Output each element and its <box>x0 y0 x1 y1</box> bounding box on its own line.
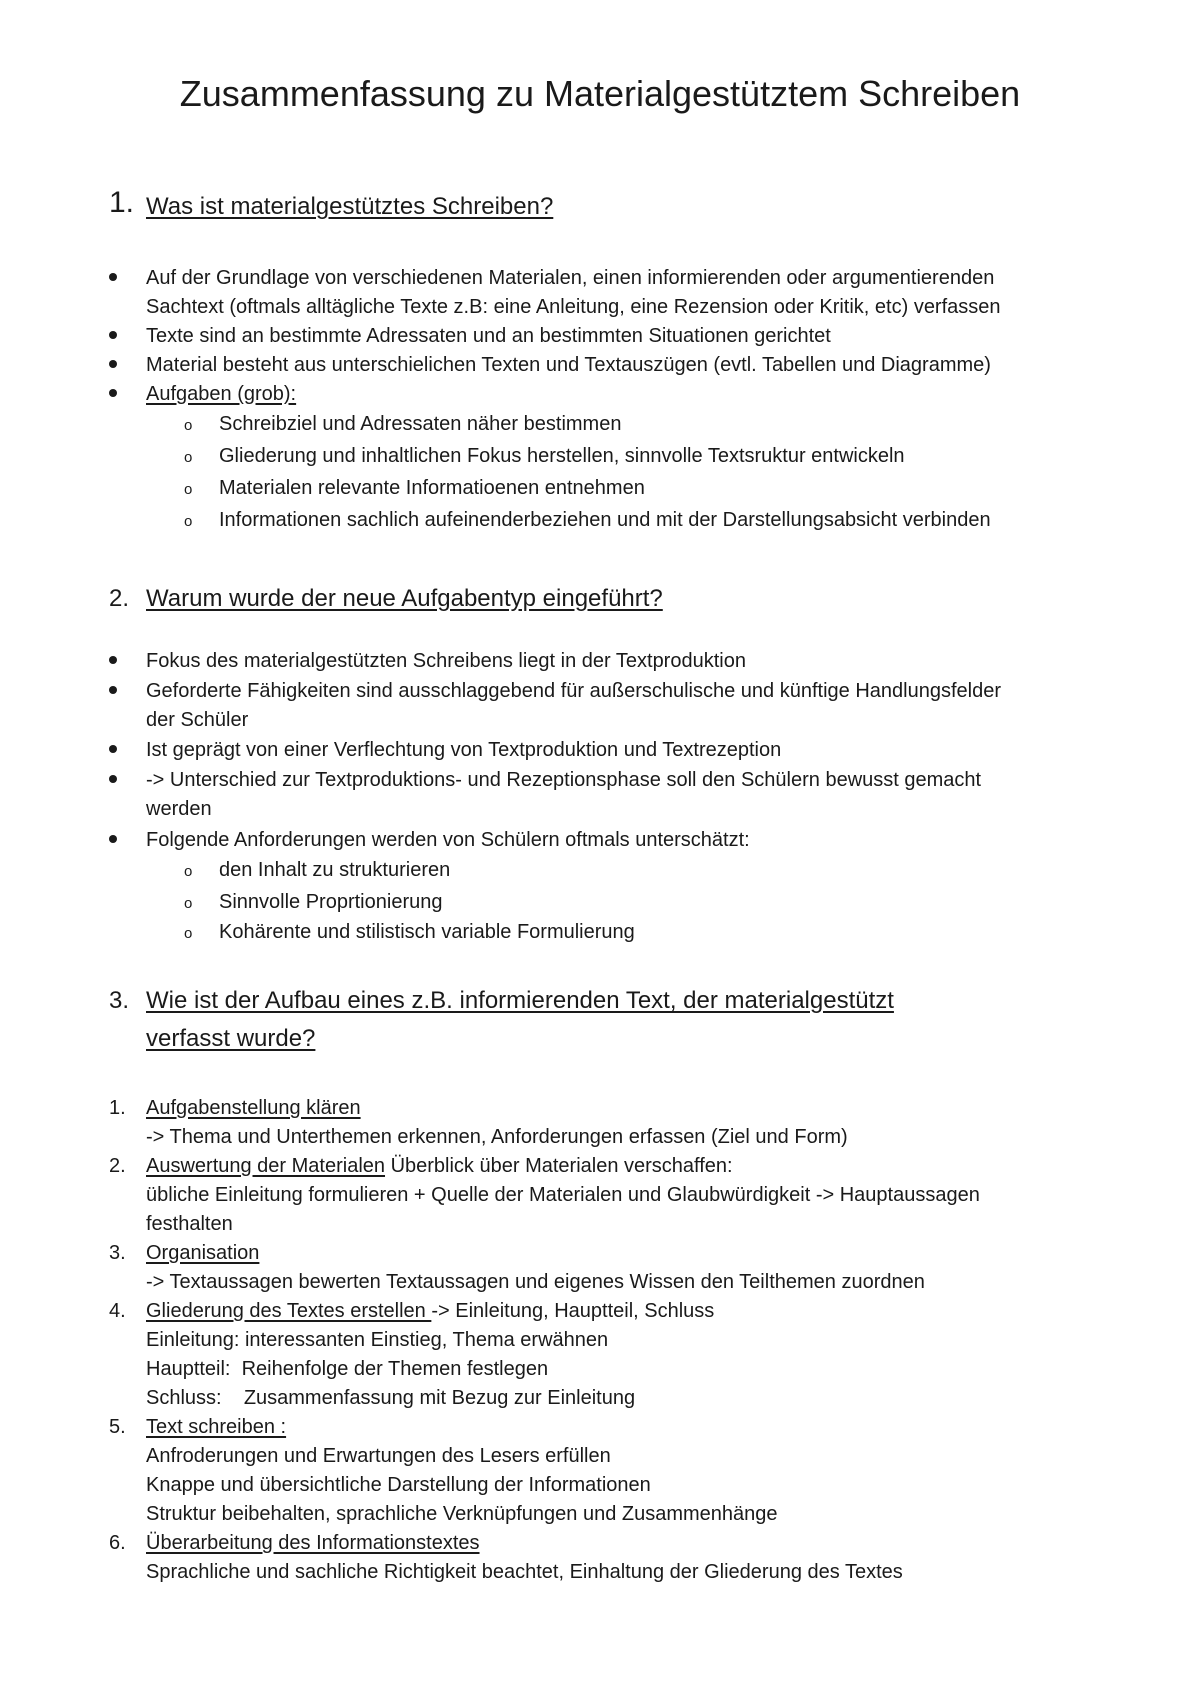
circle-bullet-icon: o <box>184 895 193 912</box>
bullet-icon <box>109 360 117 368</box>
s2-bullet-5: Folgende Anforderungen werden von Schülern oftmals unterschätzt: <box>146 829 750 851</box>
section-3-heading-line-2: verfasst wurde? <box>146 1025 316 1052</box>
s1-bullet-1-line-2: Sachtext (oftmals alltägliche Texte z.B: eine Anleitung, eine Rezension oder Kritik, etc) verfassen <box>146 296 1001 318</box>
step-1-title-line <box>146 1096 361 1120</box>
section-1-number: 1. <box>109 186 135 219</box>
bullet-icon <box>109 656 117 664</box>
s2-sub-1: den Inhalt zu strukturieren <box>219 859 451 881</box>
circle-bullet-icon: o <box>184 481 193 498</box>
s1-sub-2: Gliederung und inhaltlichen Fokus herstellen, sinnvolle Textsruktur entwickeln <box>219 445 905 467</box>
s1-bullet-2: Texte sind an bestimmte Adressaten und an bestimmten Situationen gerichtet <box>146 325 831 347</box>
step-4-line-1: Einleitung: interessanten Einstieg, Thema erwähnen <box>146 1329 609 1351</box>
circle-bullet-icon: o <box>184 925 193 942</box>
step-3-line-1: -> Textaussagen bewerten Textaussagen und eigenes Wissen den Teilthemen zuordnen <box>146 1271 925 1293</box>
step-2-title-line <box>146 1154 733 1178</box>
document-title: Zusammenfassung zu Materialgestütztem Schreiben <box>179 73 1021 114</box>
step-6-line-1: Sprachliche und sachliche Richtigkeit beachtet, Einhaltung der Gliederung des Textes <box>146 1561 903 1583</box>
section-3-number: 3. <box>109 987 130 1014</box>
section-2-number: 2. <box>109 585 130 612</box>
section-3-heading-line-1: Wie ist der Aufbau eines z.B. informierenden Text, der materialgestützt <box>146 987 894 1014</box>
step-2-number: 2. <box>109 1155 126 1177</box>
s2-bullet-1: Fokus des materialgestützten Schreibens liegt in der Textproduktion <box>146 650 746 672</box>
step-3-number: 3. <box>109 1242 126 1264</box>
s2-bullet-3: Ist geprägt von einer Verflechtung von Textproduktion und Textrezeption <box>146 739 782 761</box>
circle-bullet-icon: o <box>184 863 193 880</box>
circle-bullet-icon: o <box>184 449 193 466</box>
step-5-line-3: Struktur beibehalten, sprachliche Verknüpfungen und Zusammenhänge <box>146 1503 778 1525</box>
s1-sub-4: Informationen sachlich aufeinenderbeziehen und mit der Darstellungsabsicht verbinden <box>219 509 991 531</box>
s2-bullet-4-line-2: werden <box>146 798 212 820</box>
bullet-icon <box>109 835 117 843</box>
s2-bullet-4-line-1: -> Unterschied zur Textproduktions- und Rezeptionsphase soll den Schülern bewusst gemacht <box>146 769 982 791</box>
s1-bullet-4: Aufgaben (grob): <box>146 383 297 405</box>
step-2-line-1: übliche Einleitung formulieren + Quelle der Materialen und Glaubwürdigkeit -> Hauptaussagen <box>146 1184 980 1206</box>
bullet-icon <box>109 775 117 783</box>
bullet-icon <box>109 389 117 397</box>
bullet-icon <box>109 331 117 339</box>
step-5-line-1: Anfroderungen und Erwartungen des Lesers erfüllen <box>146 1445 611 1467</box>
s1-sub-3: Materialen relevante Informatioenen entnehmen <box>219 477 645 499</box>
step-4-title: Gliederung des Textes erstellen <box>146 1300 432 1322</box>
section-1-heading: Was ist materialgestütztes Schreiben? <box>146 193 554 220</box>
step-1-number: 1. <box>109 1097 126 1119</box>
step-2-title-rest: Überblick über Materialen verschaffen: <box>385 1155 733 1177</box>
step-4-title-line <box>146 1299 714 1323</box>
bullet-icon <box>109 686 117 694</box>
bullet-icon <box>109 273 117 281</box>
step-5-line-2: Knappe und übersichtliche Darstellung der Informationen <box>146 1474 651 1496</box>
step-5-number: 5. <box>109 1416 126 1438</box>
section-2-heading: Warum wurde der neue Aufgabentyp eingeführt? <box>146 585 663 612</box>
s1-bullet-3: Material besteht aus unterschielichen Texten und Textauszügen (evtl. Tabellen und Diagramme) <box>146 354 991 376</box>
s2-sub-3: Kohärente und stilistisch variable Formulierung <box>219 921 635 943</box>
step-4-title-rest: -> Einleitung, Hauptteil, Schluss <box>431 1300 715 1322</box>
step-6-title: Überarbeitung des Informationstextes <box>146 1532 480 1554</box>
s2-bullet-2-line-2: der Schüler <box>146 709 249 731</box>
step-6-number: 6. <box>109 1532 126 1554</box>
step-2-title: Auswertung der Materialen <box>146 1155 386 1177</box>
circle-bullet-icon: o <box>184 417 193 434</box>
step-1-line-1: -> Thema und Unterthemen erkennen, Anforderungen erfassen (Ziel und Form) <box>146 1126 848 1148</box>
s2-sub-2: Sinnvolle Proprtionierung <box>219 891 443 913</box>
step-1-title: Aufgabenstellung klären <box>146 1097 361 1119</box>
step-5-title: Text schreiben : <box>146 1416 287 1438</box>
bullet-icon <box>109 745 117 753</box>
step-4-line-3: Schluss: Zusammenfassung mit Bezug zur Einleitung <box>146 1387 636 1409</box>
step-3-title-line <box>146 1241 259 1265</box>
step-2-line-2: festhalten <box>146 1213 233 1235</box>
s1-sub-1: Schreibziel und Adressaten näher bestimmen <box>219 413 622 435</box>
step-4-line-2: Hauptteil: Reihenfolge der Themen festlegen <box>146 1358 549 1380</box>
step-5-title-line <box>146 1415 286 1439</box>
s1-bullet-1-line-1: Auf der Grundlage von verschiedenen Materialen, einen informierenden oder argumentierenden <box>146 267 995 289</box>
step-3-title: Organisation <box>146 1242 260 1264</box>
step-4-number: 4. <box>109 1300 126 1322</box>
step-6-title-line <box>146 1531 480 1555</box>
s2-bullet-2-line-1: Geforderte Fähigkeiten sind ausschlaggebend für außerschulische und künftige Handlungsfelder <box>146 680 1001 702</box>
circle-bullet-icon: o <box>184 513 193 530</box>
